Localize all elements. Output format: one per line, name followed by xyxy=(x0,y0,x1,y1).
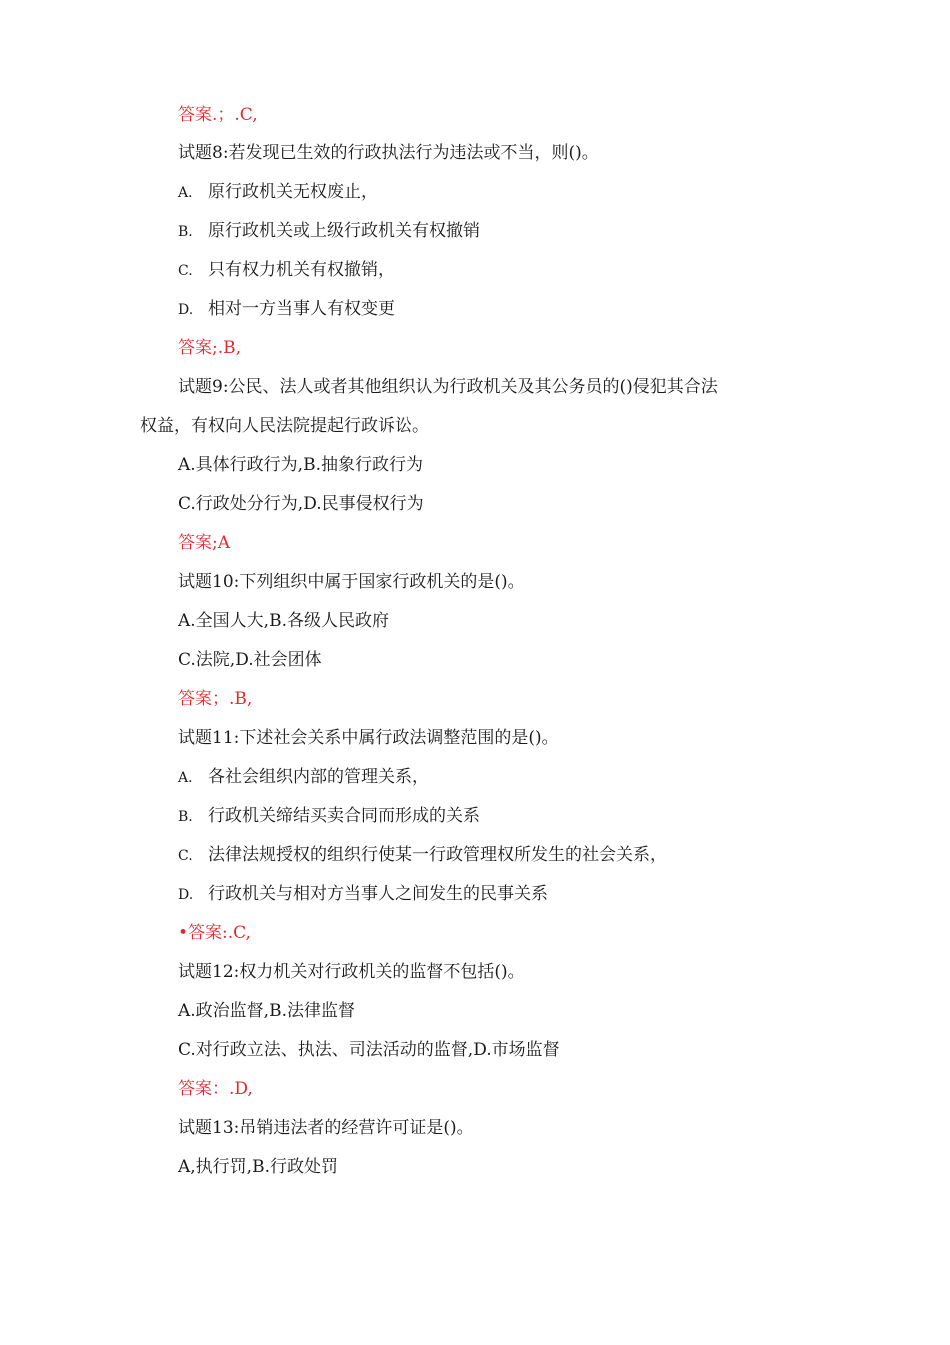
option-text: 法律法规授权的组织行使某一行政管理权所发生的社会关系， xyxy=(208,845,667,865)
option-text: 行政机关缔结买卖合同而形成的关系 xyxy=(208,806,480,826)
option-line xyxy=(178,259,395,282)
option-letter: B. xyxy=(178,224,193,240)
option-line: A.具体行政行为,B.抽象行政行为 xyxy=(178,455,423,475)
option-letter: D. xyxy=(178,302,194,318)
option-line xyxy=(178,766,429,789)
option-letter: D. xyxy=(178,887,194,903)
option-line: A.全国人大,B.各级人民政府 xyxy=(178,611,389,631)
option-letter: C. xyxy=(178,848,193,864)
question-text: 试题8:若发现已生效的行政执法行为违法或不当，则()。 xyxy=(178,143,599,163)
option-line xyxy=(178,220,480,243)
option-text: 原行政机关无权废止， xyxy=(208,182,378,202)
option-line xyxy=(178,805,480,828)
answer-line: 答案.；.C, xyxy=(178,105,258,125)
option-letter: B. xyxy=(178,809,193,825)
option-letter: A. xyxy=(178,185,193,201)
option-letter: C. xyxy=(178,263,193,279)
answer-line: 答案;.B, xyxy=(178,338,242,358)
option-line: C.法院,D.社会团体 xyxy=(178,650,322,670)
option-text: 行政机关与相对方当事人之间发生的民事关系 xyxy=(208,884,548,904)
option-line xyxy=(178,844,667,867)
option-text: 只有权力机关有权撤销， xyxy=(208,260,395,280)
question-text: 试题13:吊销违法者的经营许可证是()。 xyxy=(178,1118,474,1138)
option-line xyxy=(178,883,548,906)
option-line xyxy=(178,181,378,204)
option-line xyxy=(178,298,395,321)
answer-line: 答案;A xyxy=(178,533,231,553)
option-text: 原行政机关或上级行政机关有权撤销 xyxy=(208,221,480,241)
option-text: 各社会组织内部的管理关系， xyxy=(208,767,429,787)
answer-line: •答案:.C, xyxy=(178,923,251,943)
option-line: A.政治监督,B.法律监督 xyxy=(178,1001,355,1021)
option-letter: A. xyxy=(178,770,193,786)
question-text: 试题10:下列组织中属于国家行政机关的是()。 xyxy=(178,572,525,592)
option-line: C.行政处分行为,D.民事侵权行为 xyxy=(178,494,424,514)
question-text: 试题11:下述社会关系中属行政法调整范围的是()。 xyxy=(178,728,559,748)
question-text: 权益，有权向人民法院提起行政诉讼。 xyxy=(140,416,429,436)
option-text: 相对一方当事人有权变更 xyxy=(208,299,395,319)
option-line: A,执行罚,B.行政处罚 xyxy=(178,1157,338,1177)
question-text: 试题9:公民、法人或者其他组织认为行政机关及其公务员的()侵犯其合法 xyxy=(178,377,718,397)
question-text: 试题12:权力机关对行政机关的监督不包括()。 xyxy=(178,962,525,982)
answer-line: 答案；.B, xyxy=(178,689,253,709)
answer-line: 答案：.D, xyxy=(178,1079,253,1099)
option-line: C.对行政立法、执法、司法活动的监督,D.市场监督 xyxy=(178,1040,560,1060)
